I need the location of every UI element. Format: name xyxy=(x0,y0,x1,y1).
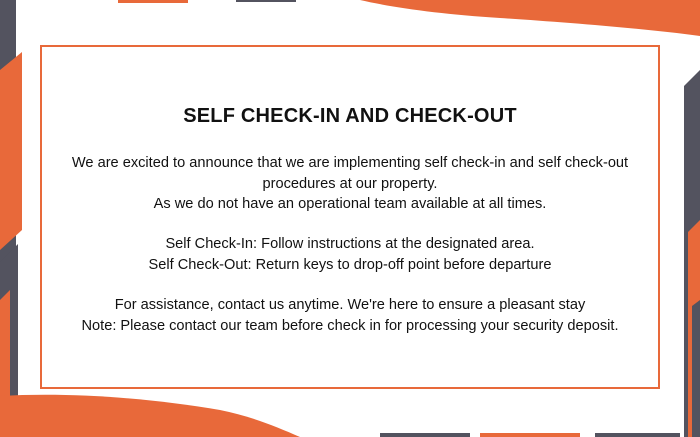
intro-line: As we do not have an operational team available at all times. xyxy=(153,196,547,212)
notice-frame xyxy=(40,45,660,389)
deposit-note: Note: Please contact our team before check in for processing your security deposit. xyxy=(81,317,619,334)
check-out-instruction: Self Check-Out: Return keys to drop-off point before departure xyxy=(148,256,552,273)
contact-paragraph xyxy=(42,295,658,336)
assistance-text: For assistance, contact us anytime. We're here to ensure a pleasant stay xyxy=(114,297,586,313)
check-in-instruction: Self Check-In: Follow instructions at the designated area. xyxy=(165,236,535,252)
intro-line: procedures at our property. xyxy=(262,175,438,192)
left-orange-stripe xyxy=(0,52,22,250)
notice-title: SELF CHECK-IN AND CHECK-OUT xyxy=(183,105,517,127)
intro-paragraph xyxy=(42,153,658,215)
bottom-orange-bar xyxy=(480,433,580,437)
intro-line: We are excited to announce that we are implementing self check-in and self check-out xyxy=(71,155,629,171)
bottom-dark-bar-right xyxy=(595,433,680,437)
bottom-left-orange-wave xyxy=(0,395,300,437)
bottom-dark-bar xyxy=(380,433,470,437)
right-dark-stripe-inner xyxy=(692,300,700,437)
instructions-paragraph xyxy=(42,234,658,275)
top-right-orange-wave xyxy=(360,0,700,36)
top-orange-bar xyxy=(118,0,188,3)
top-dark-bar xyxy=(236,0,296,2)
